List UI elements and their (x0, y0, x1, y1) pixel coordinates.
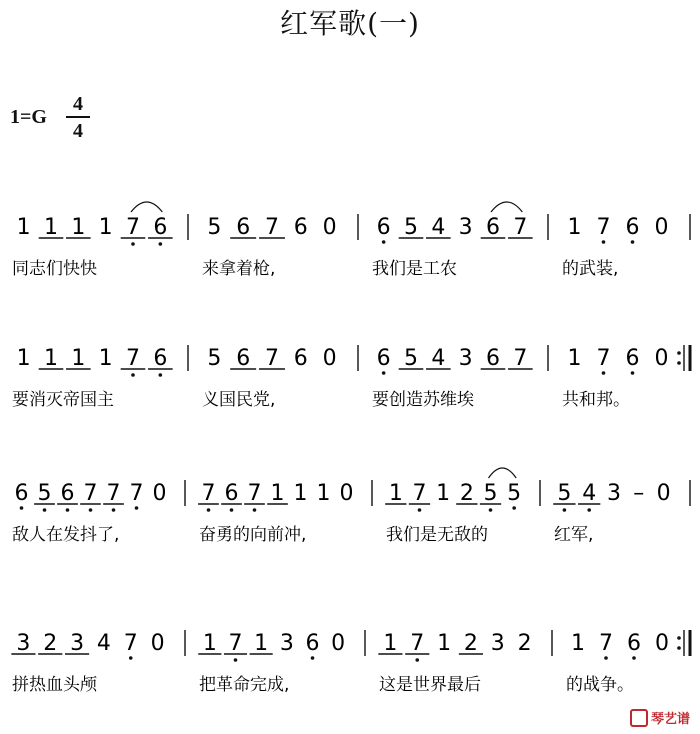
note: 5 (404, 215, 418, 240)
note: 5 (557, 481, 572, 506)
lower-octave-dot (89, 508, 93, 512)
note: 7 (123, 631, 138, 656)
lyric-line: 拼热血头颅 (12, 675, 97, 695)
note: 0 (322, 215, 337, 240)
measure (198, 481, 353, 545)
lower-octave-dot (159, 242, 163, 246)
note: 3 (70, 631, 85, 656)
note: 4 (431, 215, 446, 240)
note: 0 (150, 631, 165, 656)
lower-octave-dot (66, 508, 70, 512)
measure (378, 631, 531, 695)
note: 6 (224, 481, 239, 506)
slur-arc (491, 202, 522, 212)
lower-octave-dot (382, 240, 386, 244)
note: 0 (331, 631, 346, 656)
note: 6 (293, 346, 308, 371)
repeat-dot (677, 361, 681, 365)
note: – (633, 481, 645, 506)
note: 6 (60, 481, 75, 506)
measure (12, 481, 167, 545)
lyric-line: 义国民党, (202, 390, 276, 410)
note: 7 (513, 215, 528, 240)
note: 6 (236, 215, 251, 240)
lower-octave-dot (159, 373, 163, 377)
note: 3 (458, 346, 473, 371)
note: 3 (16, 631, 31, 656)
lower-octave-dot (129, 656, 133, 660)
lower-octave-dot (207, 508, 211, 512)
note: 7 (265, 215, 279, 240)
note: 5 (483, 481, 498, 506)
repeat-dot (677, 636, 681, 640)
note: 2 (43, 631, 58, 656)
watermark-text: 琴艺谱 (650, 711, 690, 727)
repeat-dot (677, 351, 681, 355)
note: 5 (207, 346, 222, 371)
note: 6 (14, 481, 29, 506)
lower-octave-dot (20, 506, 24, 510)
note: 6 (625, 215, 640, 240)
note: 3 (458, 215, 473, 240)
score-system (12, 468, 690, 545)
note: 2 (463, 631, 478, 656)
measure (202, 215, 337, 279)
note: 1 (44, 346, 58, 371)
slur-arc (489, 468, 517, 478)
measure (553, 481, 670, 545)
note: 6 (376, 215, 391, 240)
lyric-line: 共和邦。 (562, 390, 630, 410)
note: 1 (202, 631, 217, 656)
note: 6 (625, 346, 640, 371)
note: 3 (607, 481, 621, 506)
note: 6 (486, 215, 500, 240)
note: 6 (153, 215, 168, 240)
note: 6 (153, 346, 168, 371)
note: 4 (96, 631, 111, 656)
note: 0 (656, 481, 671, 506)
lyric-line: 的武装, (562, 259, 619, 279)
note: 6 (236, 346, 251, 371)
note: 0 (654, 346, 669, 371)
note: 1 (316, 481, 331, 506)
note: 7 (412, 481, 427, 506)
time-signature-top: 4 (73, 93, 83, 115)
note: 1 (571, 631, 585, 656)
lyric-line: 把革命完成, (199, 675, 290, 695)
lyric-line: 红军, (554, 525, 594, 545)
note: 7 (83, 481, 98, 506)
repeat-dot (677, 646, 681, 650)
note: 5 (37, 481, 52, 506)
note: 7 (410, 631, 425, 656)
time-signature-bottom: 4 (73, 119, 83, 142)
lyric-line: 奋勇的向前冲, (199, 525, 307, 545)
measure (202, 346, 337, 410)
note: 1 (16, 346, 31, 371)
note: 7 (513, 346, 528, 371)
measure (12, 202, 173, 279)
measure (562, 215, 669, 279)
note: 5 (207, 215, 222, 240)
lower-octave-dot (43, 508, 47, 512)
note: 7 (599, 631, 613, 656)
note: 1 (567, 215, 582, 240)
note: 0 (322, 346, 337, 371)
lower-octave-dot (131, 373, 135, 377)
measure (198, 631, 345, 695)
note: 1 (16, 215, 31, 240)
note: 6 (486, 346, 500, 371)
lyric-line: 这是世界最后 (379, 675, 481, 695)
note: 1 (383, 631, 398, 656)
measure (562, 346, 669, 410)
measure (385, 468, 521, 545)
lower-octave-dot (253, 508, 257, 512)
lower-octave-dot (311, 656, 315, 660)
lower-octave-dot (587, 508, 591, 512)
lyric-line: 同志们快快 (12, 259, 97, 279)
measure (372, 346, 533, 410)
note: 1 (98, 215, 113, 240)
note: 4 (582, 481, 597, 506)
note: 7 (129, 481, 144, 506)
lyric-line: 我们是无敌的 (386, 525, 488, 545)
note: 2 (459, 481, 474, 506)
lower-octave-dot (631, 371, 635, 375)
lower-octave-dot (135, 506, 139, 510)
score-system (12, 345, 690, 410)
note: 1 (270, 481, 285, 506)
logo-icon (630, 709, 648, 727)
note: 7 (126, 346, 140, 371)
lyric-line: 我们是工农 (372, 259, 457, 279)
note: 3 (490, 631, 505, 656)
note: 0 (152, 481, 167, 506)
lower-octave-dot (632, 656, 636, 660)
note: 7 (201, 481, 216, 506)
note: 6 (376, 346, 391, 371)
measure (11, 631, 164, 695)
lower-octave-dot (415, 658, 419, 662)
note: 0 (654, 215, 669, 240)
song-title: 红军歌(一) (280, 7, 420, 40)
note: 6 (293, 215, 308, 240)
lyric-line: 要创造苏维埃 (372, 390, 474, 410)
watermark-logo (630, 708, 690, 729)
note: 5 (404, 346, 418, 371)
note: 2 (517, 631, 532, 656)
note: 7 (228, 631, 243, 656)
note: 7 (265, 346, 279, 371)
lower-octave-dot (382, 371, 386, 375)
note: 1 (254, 631, 269, 656)
lyric-line: 的战争。 (566, 675, 634, 695)
note: 4 (431, 346, 446, 371)
measure (566, 631, 669, 695)
key-signature: 1=G (10, 106, 47, 128)
note: 0 (655, 631, 669, 656)
lower-octave-dot (602, 371, 606, 375)
score-system (11, 630, 690, 695)
note: 7 (596, 215, 611, 240)
lower-octave-dot (112, 508, 116, 512)
note: 1 (71, 215, 86, 240)
note: 7 (106, 481, 121, 506)
note: 6 (305, 631, 320, 656)
note: 1 (388, 481, 403, 506)
lower-octave-dot (131, 242, 135, 246)
note: 7 (126, 215, 140, 240)
lower-octave-dot (234, 658, 238, 662)
measure (372, 202, 533, 279)
lower-octave-dot (489, 508, 493, 512)
note: 1 (437, 631, 452, 656)
note: 5 (507, 481, 522, 506)
lyric-line: 来拿着枪, (202, 259, 276, 279)
lower-octave-dot (604, 656, 608, 660)
note: 7 (247, 481, 262, 506)
note: 0 (339, 481, 354, 506)
measure (12, 346, 173, 410)
lyric-line: 要消灭帝国主 (12, 390, 114, 410)
note: 6 (627, 631, 641, 656)
note: 1 (436, 481, 451, 506)
score-system (12, 202, 690, 279)
lower-octave-dot (418, 508, 422, 512)
note: 1 (98, 346, 113, 371)
lower-octave-dot (602, 240, 606, 244)
lower-octave-dot (563, 508, 567, 512)
note: 1 (71, 346, 86, 371)
note: 1 (293, 481, 308, 506)
note: 7 (596, 346, 611, 371)
lower-octave-dot (512, 506, 516, 510)
note: 1 (44, 215, 58, 240)
lower-octave-dot (230, 508, 234, 512)
lower-octave-dot (631, 240, 635, 244)
note: 1 (567, 346, 582, 371)
note: 3 (279, 631, 294, 656)
slur-arc (131, 202, 162, 212)
lyric-line: 敌人在发抖了, (12, 525, 120, 545)
